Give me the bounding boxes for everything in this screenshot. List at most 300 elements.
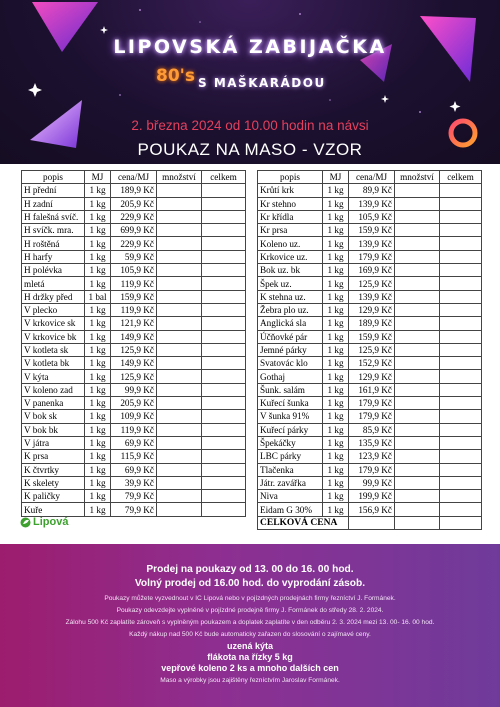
quantity-cell[interactable]	[395, 476, 440, 489]
item-name: H zadní	[22, 197, 85, 210]
total-cell[interactable]	[440, 343, 482, 356]
table-row	[258, 224, 482, 237]
item-name: H falešná svíč.	[22, 210, 85, 223]
total-cell[interactable]	[202, 370, 246, 383]
item-unit: 1 kg	[85, 450, 111, 463]
item-price: 125,9 Kč	[111, 343, 157, 356]
table-row	[258, 436, 482, 449]
item-name: H držky před	[22, 290, 85, 303]
table-row	[22, 210, 246, 223]
table-row	[22, 370, 246, 383]
total-cell[interactable]	[440, 237, 482, 250]
item-unit: 1 kg	[85, 476, 111, 489]
item-unit: 1 kg	[85, 357, 111, 370]
total-cena-cell[interactable]	[349, 516, 395, 529]
item-unit: 1 kg	[323, 237, 349, 250]
total-cell[interactable]	[440, 370, 482, 383]
quantity-cell[interactable]	[395, 210, 440, 223]
item-unit: 1 kg	[85, 410, 111, 423]
table-row	[22, 184, 246, 197]
table-row	[258, 303, 482, 316]
item-price: 169,9 Kč	[349, 264, 395, 277]
table-row	[258, 197, 482, 210]
item-unit: 1 kg	[323, 503, 349, 516]
quantity-cell[interactable]	[157, 210, 202, 223]
total-cell[interactable]	[202, 450, 246, 463]
total-cell[interactable]	[440, 476, 482, 489]
quantity-cell[interactable]	[395, 343, 440, 356]
item-price: 79,9 Kč	[111, 503, 157, 516]
item-price: 59,9 Kč	[111, 250, 157, 263]
item-name: V plecko	[22, 303, 85, 316]
item-name: Kr křídla	[258, 210, 323, 223]
item-name: LBC párky	[258, 450, 323, 463]
total-cell[interactable]	[202, 357, 246, 370]
info-footer	[0, 544, 500, 707]
total-cell[interactable]	[440, 317, 482, 330]
item-unit: 1 kg	[85, 277, 111, 290]
total-cell[interactable]	[440, 250, 482, 263]
total-cell[interactable]	[202, 423, 246, 436]
item-name: K prsa	[22, 450, 85, 463]
table-row	[22, 277, 246, 290]
total-cell[interactable]	[440, 184, 482, 197]
event-title: LIPOVSKÁ ZABIJAČKA	[113, 36, 387, 58]
item-name: Krkovice uz.	[258, 250, 323, 263]
item-unit: 1 kg	[323, 410, 349, 423]
quantity-cell[interactable]	[395, 184, 440, 197]
total-cell[interactable]	[202, 343, 246, 356]
prize-2: flákota na řízky 5 kg	[207, 652, 293, 662]
quantity-cell[interactable]	[157, 317, 202, 330]
quantity-cell[interactable]	[395, 277, 440, 290]
item-price: 109,9 Kč	[111, 410, 157, 423]
item-name: Kr prsa	[258, 224, 323, 237]
table-row	[22, 303, 246, 316]
total-cell[interactable]	[440, 397, 482, 410]
item-unit: 1 kg	[85, 184, 111, 197]
total-cell[interactable]	[440, 210, 482, 223]
total-cell[interactable]	[440, 423, 482, 436]
total-cell[interactable]	[440, 357, 482, 370]
item-price: 152,9 Kč	[349, 357, 395, 370]
item-unit: 1 kg	[85, 370, 111, 383]
item-price: 69,9 Kč	[111, 436, 157, 449]
item-unit: 1 kg	[323, 197, 349, 210]
table-row	[22, 436, 246, 449]
table-row	[258, 290, 482, 303]
voucher-heading: POUKAZ NA MASO - VZOR	[137, 140, 363, 159]
table-row	[22, 383, 246, 396]
table-row	[22, 264, 246, 277]
total-cell[interactable]	[202, 463, 246, 476]
total-cell[interactable]	[440, 490, 482, 503]
col-mj: MJ	[323, 171, 349, 184]
table-row	[258, 343, 482, 356]
item-unit: 1 kg	[85, 383, 111, 396]
item-unit: 1 kg	[323, 357, 349, 370]
table-row	[258, 397, 482, 410]
item-unit: 1 kg	[323, 423, 349, 436]
item-price: 139,9 Kč	[349, 290, 395, 303]
item-name: Žebra plo uz.	[258, 303, 323, 316]
table-row	[22, 503, 246, 516]
total-row	[258, 516, 482, 529]
item-unit: 1 kg	[85, 343, 111, 356]
table-row	[22, 317, 246, 330]
item-name: H roštěná	[22, 237, 85, 250]
quantity-cell[interactable]	[395, 330, 440, 343]
subtitle-maskarada: S MAŠKARÁDOU	[198, 76, 326, 90]
total-cell[interactable]	[202, 397, 246, 410]
total-label: CELKOVÁ CENA	[258, 516, 349, 529]
quantity-cell[interactable]	[157, 463, 202, 476]
item-price: 123,9 Kč	[349, 450, 395, 463]
item-name: Šunk. salám	[258, 383, 323, 396]
table-row	[22, 237, 246, 250]
item-name: V játra	[22, 436, 85, 449]
item-name: V bok sk	[22, 410, 85, 423]
item-price: 699,9 Kč	[111, 224, 157, 237]
item-name: Kuřecí šunka	[258, 397, 323, 410]
table-row	[22, 450, 246, 463]
item-price: 205,9 Kč	[111, 197, 157, 210]
item-price: 179,9 Kč	[349, 397, 395, 410]
item-price: 159,9 Kč	[111, 290, 157, 303]
item-name: H polévka	[22, 264, 85, 277]
item-price: 129,9 Kč	[349, 303, 395, 316]
quantity-cell[interactable]	[395, 224, 440, 237]
table-row	[258, 184, 482, 197]
total-cell[interactable]	[202, 490, 246, 503]
table-row	[22, 490, 246, 503]
item-unit: 1 kg	[85, 317, 111, 330]
total-cell[interactable]	[440, 264, 482, 277]
quantity-cell[interactable]	[395, 450, 440, 463]
total-cell[interactable]	[440, 330, 482, 343]
quantity-cell[interactable]	[395, 410, 440, 423]
quantity-cell[interactable]	[157, 476, 202, 489]
item-unit: 1 kg	[85, 330, 111, 343]
quantity-cell[interactable]	[157, 343, 202, 356]
info-small-5: Maso a výrobky jsou zajištěny řezníctvím Jaroslav Formánek.	[160, 677, 340, 684]
info-small-4: Každý nákup nad 500 Kč bude automaticky zařazen do slosování o zajímavé ceny.	[129, 631, 371, 638]
item-name: Krůtí krk	[258, 184, 323, 197]
table-row	[22, 343, 246, 356]
total-cell[interactable]	[202, 436, 246, 449]
total-cell[interactable]	[202, 317, 246, 330]
total-cell[interactable]	[440, 383, 482, 396]
item-name: Gothaj	[258, 370, 323, 383]
total-cell[interactable]	[440, 410, 482, 423]
total-cell[interactable]	[202, 476, 246, 489]
item-unit: 1 kg	[323, 317, 349, 330]
total-cell[interactable]	[202, 277, 246, 290]
item-name: K čtvrtky	[22, 463, 85, 476]
item-name: Špekáčky	[258, 436, 323, 449]
item-price: 39,9 Kč	[111, 476, 157, 489]
total-cell[interactable]	[202, 237, 246, 250]
table-row	[258, 277, 482, 290]
item-unit: 1 kg	[85, 197, 111, 210]
info-line-2: Volný prodej od 16.00 hod. do vyprodání zásob.	[134, 578, 366, 589]
item-price: 115,9 Kč	[111, 450, 157, 463]
quantity-cell[interactable]	[395, 290, 440, 303]
item-unit: 1 kg	[85, 463, 111, 476]
total-cell[interactable]	[440, 463, 482, 476]
item-price: 85,9 Kč	[349, 423, 395, 436]
quantity-cell[interactable]	[395, 250, 440, 263]
item-unit: 1 kg	[323, 383, 349, 396]
quantity-cell[interactable]	[157, 197, 202, 210]
table-row	[258, 490, 482, 503]
quantity-cell[interactable]	[395, 303, 440, 316]
item-name: Koleno uz.	[258, 237, 323, 250]
item-unit: 1 kg	[323, 370, 349, 383]
col-popis: popis	[258, 171, 323, 184]
item-name: Bok uz. bk	[258, 264, 323, 277]
quantity-cell[interactable]	[395, 357, 440, 370]
total-cell[interactable]	[202, 330, 246, 343]
item-price: 79,9 Kč	[111, 490, 157, 503]
table-row	[258, 317, 482, 330]
total-cell[interactable]	[440, 303, 482, 316]
item-name: V bok bk	[22, 423, 85, 436]
item-name: K stehna uz.	[258, 290, 323, 303]
quantity-cell[interactable]	[157, 370, 202, 383]
col-popis: popis	[22, 171, 85, 184]
total-cell[interactable]	[440, 224, 482, 237]
item-price: 125,9 Kč	[349, 277, 395, 290]
table-row	[22, 410, 246, 423]
item-unit: 1 kg	[85, 397, 111, 410]
quantity-cell[interactable]	[157, 397, 202, 410]
item-price: 121,9 Kč	[111, 317, 157, 330]
quantity-cell[interactable]	[157, 224, 202, 237]
item-unit: 1 kg	[323, 450, 349, 463]
quantity-cell[interactable]	[157, 383, 202, 396]
item-unit: 1 kg	[323, 476, 349, 489]
quantity-cell[interactable]	[395, 317, 440, 330]
item-name: V krkovice bk	[22, 330, 85, 343]
table-header-row	[258, 171, 482, 184]
item-name: Kr stehno	[258, 197, 323, 210]
item-unit: 1 kg	[85, 250, 111, 263]
quantity-cell[interactable]	[157, 277, 202, 290]
total-cell[interactable]	[202, 250, 246, 263]
info-small-3: Zálohu 500 Kč zaplatíte zároveň s vyplněným poukazem a doplatek zaplatíte v den odběru 2. 3. 2024 mezi 13. 00- 16. 00 hod.	[65, 619, 435, 626]
quantity-cell[interactable]	[395, 463, 440, 476]
logo-text: Lipová	[33, 516, 69, 528]
item-unit: 1 kg	[323, 490, 349, 503]
item-price: 135,9 Kč	[349, 436, 395, 449]
table-row	[258, 210, 482, 223]
table-row	[258, 264, 482, 277]
item-unit: 1 kg	[85, 436, 111, 449]
total-cell[interactable]	[440, 436, 482, 449]
quantity-cell[interactable]	[395, 503, 440, 516]
item-name: V šunka 91%	[258, 410, 323, 423]
total-cell[interactable]	[202, 303, 246, 316]
item-price: 119,9 Kč	[111, 423, 157, 436]
quantity-cell[interactable]	[395, 490, 440, 503]
item-unit: 1 kg	[323, 330, 349, 343]
quantity-cell[interactable]	[157, 503, 202, 516]
quantity-cell[interactable]	[395, 423, 440, 436]
item-price: 105,9 Kč	[349, 210, 395, 223]
item-price: 99,9 Kč	[111, 383, 157, 396]
item-unit: 1 kg	[323, 277, 349, 290]
total-cell[interactable]	[202, 224, 246, 237]
item-unit: 1 kg	[323, 224, 349, 237]
info-small-1: Poukazy můžete vyzvednout v IC Lipová nebo v pojízdných prodejnách firmy řezníctví J. Formánek.	[104, 595, 396, 602]
info-small-2: Poukazy odevzdejte vyplněné v pojízdné prodejně firmy J. Formánek do středy 28. 2. 2024.	[116, 607, 384, 614]
table-row	[258, 476, 482, 489]
total-cell[interactable]	[202, 503, 246, 516]
item-unit: 1 kg	[323, 436, 349, 449]
table-header-row	[22, 171, 246, 184]
quantity-cell[interactable]	[157, 250, 202, 263]
total-cell[interactable]	[202, 264, 246, 277]
item-unit: 1 kg	[85, 490, 111, 503]
total-cell[interactable]	[202, 290, 246, 303]
item-unit: 1 kg	[85, 210, 111, 223]
quantity-cell[interactable]	[157, 436, 202, 449]
total-cell[interactable]	[202, 210, 246, 223]
total-cell[interactable]	[202, 383, 246, 396]
item-price: 229,9 Kč	[111, 210, 157, 223]
table-row	[22, 330, 246, 343]
total-cell[interactable]	[440, 197, 482, 210]
item-price: 149,9 Kč	[111, 330, 157, 343]
total-celkem-cell[interactable]	[440, 516, 482, 529]
quantity-cell[interactable]	[395, 370, 440, 383]
item-name: Kuřecí párky	[258, 423, 323, 436]
item-name: Eidam G 30%	[258, 503, 323, 516]
col-mj: MJ	[85, 171, 111, 184]
item-price: 156,9 Kč	[349, 503, 395, 516]
quantity-cell[interactable]	[395, 383, 440, 396]
item-name: V kotleta bk	[22, 357, 85, 370]
col-celkem: celkem	[440, 171, 482, 184]
quantity-cell[interactable]	[157, 410, 202, 423]
quantity-cell[interactable]	[395, 197, 440, 210]
quantity-cell[interactable]	[395, 237, 440, 250]
table-row	[258, 463, 482, 476]
table-row	[258, 503, 482, 516]
total-cell[interactable]	[440, 277, 482, 290]
item-price: 149,9 Kč	[111, 357, 157, 370]
item-price: 119,9 Kč	[111, 303, 157, 316]
col-celkem: celkem	[202, 171, 246, 184]
quantity-cell[interactable]	[157, 490, 202, 503]
table-row	[22, 290, 246, 303]
total-cell[interactable]	[202, 410, 246, 423]
quantity-cell[interactable]	[157, 450, 202, 463]
total-cell[interactable]	[440, 450, 482, 463]
subtitle-80s: 80's	[156, 66, 195, 86]
item-name: Svatovác klo	[258, 357, 323, 370]
item-price: 105,9 Kč	[111, 264, 157, 277]
col-cena: cena/MJ	[111, 171, 157, 184]
item-unit: 1 kg	[323, 397, 349, 410]
item-price: 125,9 Kč	[349, 343, 395, 356]
lipova-logo	[20, 516, 68, 528]
item-price: 189,9 Kč	[349, 317, 395, 330]
table-row	[258, 237, 482, 250]
total-mnozstvi-cell[interactable]	[395, 516, 440, 529]
item-name: Tlačenka	[258, 463, 323, 476]
col-mnozstvi: množství	[395, 171, 440, 184]
quantity-cell[interactable]	[395, 397, 440, 410]
col-mnozstvi: množství	[157, 171, 202, 184]
quantity-cell[interactable]	[157, 423, 202, 436]
item-name: H harfy	[22, 250, 85, 263]
item-name: Játr. zavářka	[258, 476, 323, 489]
info-line-1: Prodej na poukazy od 13. 00 do 16. 00 hod.	[146, 564, 354, 575]
item-price: 129,9 Kč	[349, 370, 395, 383]
item-unit: 1 kg	[323, 210, 349, 223]
item-price: 89,9 Kč	[349, 184, 395, 197]
item-unit: 1 kg	[85, 303, 111, 316]
item-unit: 1 kg	[85, 237, 111, 250]
item-unit: 1 kg	[85, 224, 111, 237]
item-name: Jemné párky	[258, 343, 323, 356]
quantity-cell[interactable]	[157, 184, 202, 197]
item-price: 139,9 Kč	[349, 237, 395, 250]
item-name: K skelety	[22, 476, 85, 489]
quantity-cell[interactable]	[157, 290, 202, 303]
quantity-cell[interactable]	[395, 264, 440, 277]
item-price: 69,9 Kč	[111, 463, 157, 476]
quantity-cell[interactable]	[157, 330, 202, 343]
item-unit: 1 kg	[323, 290, 349, 303]
item-price: 159,9 Kč	[349, 330, 395, 343]
item-name: H přední	[22, 184, 85, 197]
price-table-left	[21, 170, 246, 517]
total-cell[interactable]	[202, 184, 246, 197]
item-name: V koleno zad	[22, 383, 85, 396]
item-price: 205,9 Kč	[111, 397, 157, 410]
prize-1: uzená kýta	[226, 641, 274, 651]
item-unit: 1 kg	[323, 264, 349, 277]
item-price: 99,9 Kč	[349, 476, 395, 489]
table-row	[258, 357, 482, 370]
item-price: 159,9 Kč	[349, 224, 395, 237]
quantity-cell[interactable]	[157, 357, 202, 370]
item-price: 179,9 Kč	[349, 250, 395, 263]
item-unit: 1 kg	[85, 264, 111, 277]
table-row	[258, 250, 482, 263]
header-banner	[0, 0, 500, 164]
item-price: 189,9 Kč	[111, 184, 157, 197]
quantity-cell[interactable]	[157, 303, 202, 316]
item-price: 229,9 Kč	[111, 237, 157, 250]
total-cell[interactable]	[440, 503, 482, 516]
item-unit: 1 kg	[323, 343, 349, 356]
item-price: 139,9 Kč	[349, 197, 395, 210]
item-name: V kotleta sk	[22, 343, 85, 356]
table-row	[22, 357, 246, 370]
quantity-cell[interactable]	[157, 264, 202, 277]
item-price: 125,9 Kč	[111, 370, 157, 383]
total-cell[interactable]	[202, 197, 246, 210]
total-cell[interactable]	[440, 290, 482, 303]
quantity-cell[interactable]	[157, 237, 202, 250]
quantity-cell[interactable]	[395, 436, 440, 449]
item-unit: 1 kg	[323, 250, 349, 263]
item-name: Anglická sla	[258, 317, 323, 330]
